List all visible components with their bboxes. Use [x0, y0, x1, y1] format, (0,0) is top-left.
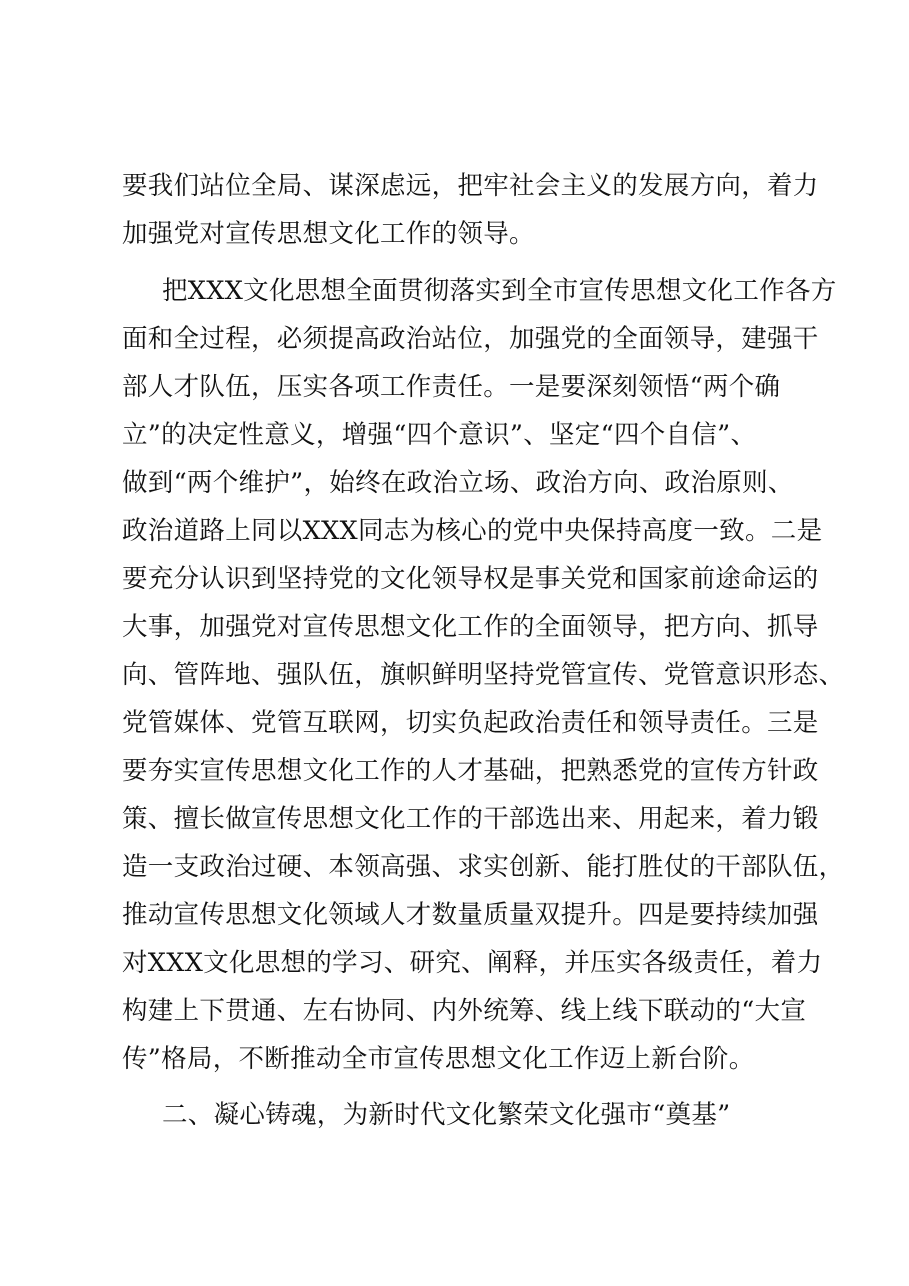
- body-text-line: 传”格局，不断推动全市宣传思想文化工作迈上新台阶。: [122, 1044, 755, 1074]
- body-text-line: 党管媒体、党管互联网，切实负起政治责任和领导责任。三是: [122, 708, 819, 738]
- section-heading: 二、凝心铸魂，为新时代文化繁荣文化强市“奠基”: [162, 1100, 731, 1130]
- body-text-line: 造一支政治过硬、本领高强、求实创新、能打胜仗的干部队伍，: [122, 852, 845, 882]
- body-text-line: 向、管阵地、强队伍，旗帜鲜明坚持党管宣传、党管意识形态、: [122, 660, 845, 690]
- body-text-line: 部人才队伍，压实各项工作责任。一是要深刻领悟“两个确: [122, 372, 781, 402]
- body-text-line: 策、擅长做宣传思想文化工作的干部选出来、用起来，着力锻: [122, 804, 819, 834]
- body-text-line: 对XXX文化思想的学习、研究、阐释，并压实各级责任，着力: [122, 948, 823, 978]
- body-text-line: 要夯实宣传思想文化工作的人才基础，把熟悉党的宣传方针政: [122, 756, 819, 786]
- paragraph-first-line: 把XXX文化思想全面贯彻落实到全市宣传思想文化工作各方: [162, 276, 837, 306]
- body-text-line: 立”的决定性意义，增强“四个意识”、坚定“四个自信”、: [122, 420, 757, 450]
- body-text-line: 推动宣传思想文化领域人才数量质量双提升。四是要持续加强: [122, 900, 819, 930]
- body-text-line: 做到“两个维护”，始终在政治立场、政治方向、政治原则、: [122, 468, 794, 498]
- body-text-line: 加强党对宣传思想文化工作的领导。: [122, 219, 535, 249]
- body-text-line: 面和全过程，必须提高政治站位，加强党的全面领导，建强干: [122, 324, 819, 354]
- body-text-line: 构建上下贯通、左右协同、内外统筹、线上线下联动的“大宣: [122, 996, 807, 1026]
- body-text-line: 要充分认识到坚持党的文化领导权是事关党和国家前途命运的: [122, 564, 819, 594]
- body-text-line: 要我们站位全局、谋深虑远，把牢社会主义的发展方向，着力: [122, 171, 819, 201]
- body-text-line: 政治道路上同以XXX同志为核心的党中央保持高度一致。二是: [122, 516, 823, 546]
- body-text-line: 大事，加强党对宣传思想文化工作的全面领导，把方向、抓导: [122, 612, 819, 642]
